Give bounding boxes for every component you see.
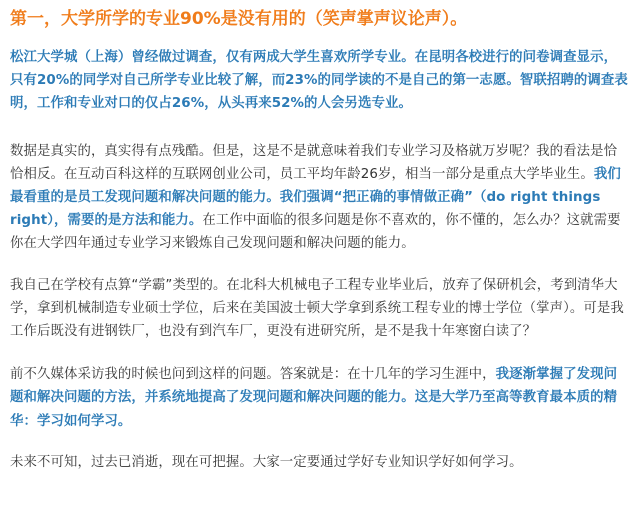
paragraph-text-highlight: 我逐渐掌握了发现问题和解决问题的方法，并系统地提高了发现问题和解决问题的能力。这是大学乃至高等教育最本质的精华：学习如何学习。 bbox=[10, 367, 618, 429]
paragraph-data-reality bbox=[10, 140, 628, 256]
paragraph-conclusion bbox=[10, 451, 628, 474]
paragraph-text-highlight: 我们最看重的是员工发现问题和解决问题的能力。我们强调“把正确的事情做正确”（do right things right），需要的是方法和能力。 bbox=[10, 166, 621, 229]
paragraph-text: 我自己在学校有点算“学霸”类型的。在北科大机械电子工程专业毕业后，放弃了保研机会，考到清华大学，拿到机械制造专业硕士学位，后来在美国波士顿大学拿到系统工程专业的博士学位（掌声）。可是我工作后既没有进钢铁厂，也没有到汽车厂，更没有进研究所，是不是我十年寒窗白读了？ bbox=[10, 277, 624, 340]
paragraph-text: 前不久媒体采访我的时候也问到这样的问题。答案就是：在十几年的学习生涯中， bbox=[10, 367, 496, 383]
paragraph-text-highlight: 松江大学城（上海）曾经做过调查，仅有两成大学生喜欢所学专业。在昆明各校进行的问卷调查显示，只有20%的同学对自己所学专业比较了解，而23%的同学读的不是自己的第一志愿。智联招聘的调查表明，工作和专业对口的仅占26%，从头再来52%的人会另选专业。 bbox=[10, 50, 628, 112]
paragraph-survey bbox=[10, 46, 628, 116]
section-title: 第一，大学所学的专业90%是没有用的（笑声掌声议论声）。 bbox=[10, 9, 468, 29]
paragraph-text: 数据是真实的，真实得有点残酷。但是，这是不是就意味着我们专业学习及格就万岁呢？我的看法是恰恰相反。在互动百科这样的互联网创业公司，员工平均年龄26岁，相当一部分是重点大学毕业生。 bbox=[10, 143, 618, 182]
paragraph-text: 未来不可知，过去已消逝，现在可把握。大家一定要通过学好专业知识学好如何学习。 bbox=[10, 454, 523, 470]
article bbox=[10, 6, 628, 490]
paragraph-personal-story bbox=[10, 274, 628, 344]
paragraph-text: 在工作中面临的很多问题是你不喜欢的，你不懂的，怎么办？这就需要你在大学四年通过专业学习来锻炼自己发现问题和解决问题的能力。 bbox=[10, 213, 621, 252]
paragraph-interview-answer bbox=[10, 363, 628, 433]
